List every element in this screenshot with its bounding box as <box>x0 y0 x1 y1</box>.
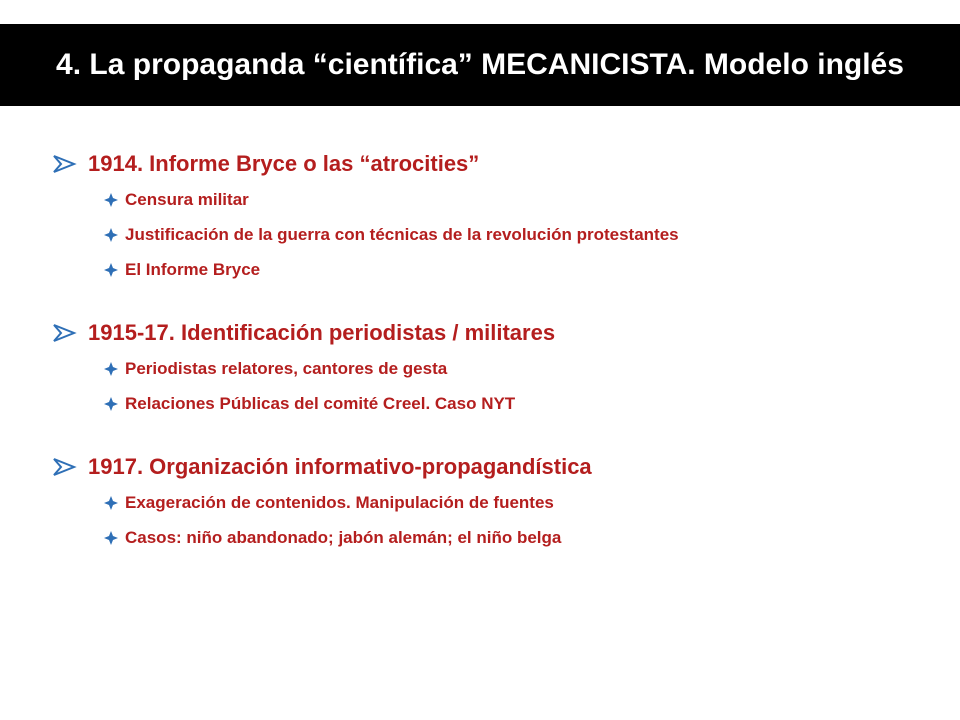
diamond-bullet-icon <box>104 263 118 277</box>
list-item <box>104 351 932 386</box>
list-item-text: Censura militar <box>125 189 249 209</box>
list-item <box>104 520 932 555</box>
section-1915-17 <box>52 315 932 421</box>
diamond-bullet-icon <box>104 228 118 242</box>
title-bar <box>0 24 960 106</box>
section-heading-text: 1917. Organización informativo-propagandística <box>88 454 592 479</box>
section-1917 <box>52 449 932 555</box>
diamond-bullet-icon <box>104 531 118 545</box>
diamond-bullet-icon <box>104 362 118 376</box>
list-item-text: El Informe Bryce <box>125 259 261 279</box>
diamond-bullet-icon <box>104 397 118 411</box>
list-item-text: Casos: niño abandonado; jabón alemán; el niño belga <box>125 527 562 547</box>
slide-body <box>52 146 932 583</box>
list-item-text: Exageración de contenidos. Manipulación de fuentes <box>125 492 554 512</box>
list-item <box>104 485 932 520</box>
section-heading <box>52 449 932 485</box>
slide-title: 4. La propaganda “científica” MECANICISTA. Modelo inglés <box>56 48 904 81</box>
diamond-bullet-icon <box>104 193 118 207</box>
section-1914 <box>52 146 932 287</box>
diamond-bullet-icon <box>104 496 118 510</box>
section-heading <box>52 146 932 182</box>
list-item-text: Relaciones Públicas del comité Creel. Caso NYT <box>125 393 516 413</box>
list-item <box>104 182 932 217</box>
list-item <box>104 386 932 421</box>
arrow-bullet-icon <box>52 154 80 174</box>
arrow-bullet-icon <box>52 323 80 343</box>
list-item-text: Justificación de la guerra con técnicas de la revolución protestantes <box>125 224 679 244</box>
section-heading-text: 1915-17. Identificación periodistas / militares <box>88 320 556 345</box>
list-item <box>104 252 932 287</box>
section-heading-text: 1914. Informe Bryce o las “atrocities” <box>88 151 480 176</box>
arrow-bullet-icon <box>52 457 80 477</box>
section-heading <box>52 315 932 351</box>
list-item <box>104 217 932 252</box>
list-item-text: Periodistas relatores, cantores de gesta <box>125 358 448 378</box>
